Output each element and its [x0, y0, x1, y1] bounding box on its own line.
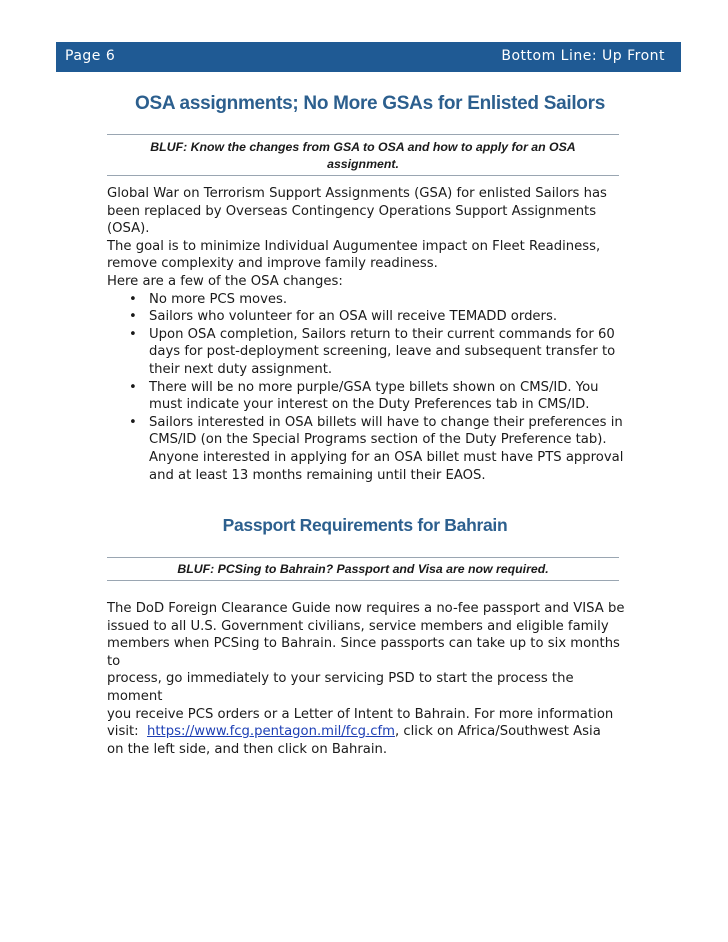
list-item-line: must indicate your interest on the Duty Preferences tab in CMS/ID.: [149, 397, 590, 413]
bullet-icon: •: [129, 414, 137, 430]
fcg-link[interactable]: https://www.fcg.pentagon.mil/fcg.cfm: [147, 724, 395, 740]
list-item-line: CMS/ID (on the Special Programs section of the Duty Preference tab).: [149, 432, 607, 448]
list-item: [107, 379, 627, 414]
body-line: remove complexity and improve family readiness.: [107, 256, 438, 272]
divider-bottom-osa: [107, 175, 619, 176]
bluf-osa-line-2: assignment.: [327, 157, 399, 171]
page-number: Page 6: [65, 48, 116, 64]
list-item-line: No more PCS moves.: [149, 291, 288, 307]
article-body-osa: [107, 185, 627, 484]
list-item: [107, 291, 627, 309]
list-item-line: their next duty assignment.: [149, 361, 333, 377]
list-item-line: Sailors who volunteer for an OSA will receive TEMADD orders.: [149, 309, 558, 325]
osa-changes-list: [107, 291, 627, 485]
bullet-icon: •: [129, 326, 137, 342]
publication-title: Bottom Line: Up Front: [501, 48, 665, 64]
visit-suffix: , click on Africa/Southwest Asia: [394, 724, 601, 740]
body-line: Global War on Terrorism Support Assignments (GSA) for enlisted Sailors has: [107, 186, 607, 201]
bullet-icon: •: [129, 379, 137, 395]
body-line: Here are a few of the OSA changes:: [107, 273, 343, 289]
list-item-line: Upon OSA completion, Sailors return to their current commands for 60: [149, 326, 615, 342]
divider-bottom-passport: [107, 580, 619, 581]
list-item: [107, 326, 627, 379]
body-line: been replaced by Overseas Contingency Operations Support Assignments (OSA).: [107, 203, 597, 237]
bullet-icon: •: [129, 291, 137, 307]
body-line: on the left side, and then click on Bahrain.: [107, 741, 388, 757]
body-line: you receive PCS orders or a Letter of Intent to Bahrain. For more information: [107, 706, 614, 722]
bluf-osa: [107, 139, 619, 173]
list-item: [107, 414, 627, 484]
article-title-passport: Passport Requirements for Bahrain: [222, 515, 508, 535]
divider-top-osa: [107, 134, 619, 135]
bluf-passport: BLUF: PCSing to Bahrain? Passport and Visa are now required.: [177, 562, 549, 576]
body-line: process, go immediately to your servicing PSD to start the process the moment: [107, 671, 574, 704]
list-item-line: Anyone interested in applying for an OSA billet must have PTS approval: [149, 449, 624, 465]
list-item-line: days for post-deployment screening, leave and subsequent transfer to: [149, 344, 616, 360]
list-item-line: and at least 13 months remaining until their EAOS.: [149, 467, 486, 483]
body-line: members when PCSing to Bahrain. Since passports can take up to six months to: [107, 636, 620, 669]
body-line: The goal is to minimize Individual Augumentee impact on Fleet Readiness,: [107, 238, 601, 254]
divider-top-passport: [107, 557, 619, 558]
list-item: [107, 308, 627, 326]
body-line-visit: [107, 723, 627, 741]
body-line: issued to all U.S. Government civilians, service members and eligible family: [107, 618, 609, 634]
body-line: The DoD Foreign Clearance Guide now requires a no-fee passport and VISA be: [107, 601, 625, 616]
bluf-osa-line-1: BLUF: Know the changes from GSA to OSA and how to apply for an OSA: [150, 140, 576, 154]
list-item-line: Sailors interested in OSA billets will have to change their preferences in: [149, 414, 623, 430]
list-item-line: There will be no more purple/GSA type billets shown on CMS/ID. You: [149, 379, 599, 395]
bullet-icon: •: [129, 309, 137, 325]
article-body-passport: [107, 600, 627, 758]
page-header-bar: [56, 42, 681, 72]
article-title-osa: OSA assignments; No More GSAs for Enlisted Sailors: [135, 93, 605, 114]
visit-prefix: visit:: [107, 724, 148, 740]
